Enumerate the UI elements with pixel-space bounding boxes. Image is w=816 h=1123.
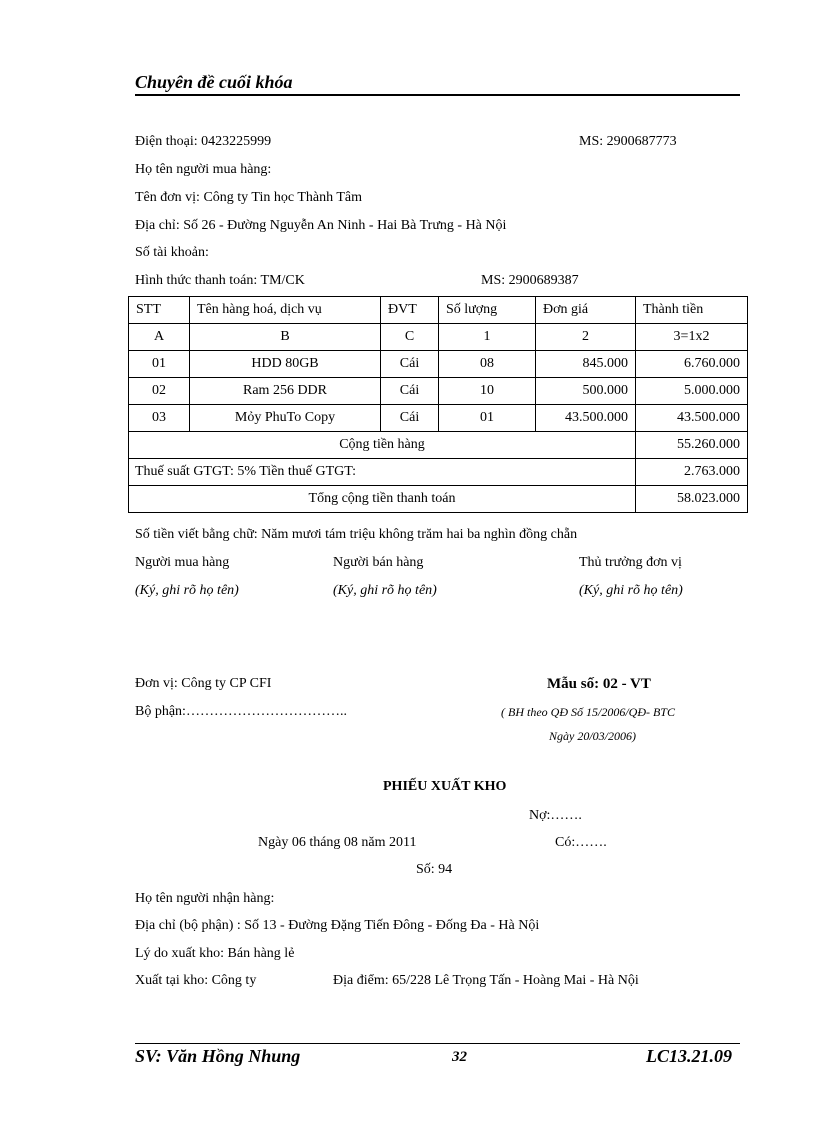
subtotal-row [129,432,748,459]
total-row [129,486,748,513]
code-cell: 2 [536,324,636,351]
table-code-row [129,324,748,351]
amount-in-words: Số tiền viết bằng chữ: Năm mươi tám triệu không trăm hai ba nghìn đồng chẵn [135,527,578,542]
slip-date: Ngày 06 tháng 08 năm 2011 [258,835,417,850]
signature-note-director: (Ký, ghi rõ họ tên) [579,583,683,598]
code-cell: 1 [439,324,536,351]
header-cell: Số lượng [439,297,536,324]
table-row [129,351,748,378]
footer-page-number: 32 [452,1049,467,1065]
row-item-name: Mỏy PhuTo Copy [190,405,381,432]
slip-form-ref-1: ( BH theo QĐ Số 15/2006/QĐ- BTC [501,705,675,719]
table-row [129,405,748,432]
slip-debit: Nợ:……. [529,808,582,823]
header-cell: Thành tiền [636,297,748,324]
phone-line: Điện thoại: 0423225999 [135,134,272,149]
account-line: Số tài khoản: [135,245,209,260]
subtotal-label: Cộng tiền hàng [129,432,636,459]
table-header-row [129,297,748,324]
slip-receiver: Họ tên người nhận hàng: [135,891,275,906]
total-label: Tổng cộng tiền thanh toán [129,486,636,513]
row-quantity: 10 [439,378,536,405]
signature-role-director: Thủ trưởng đơn vị [579,555,682,570]
row-unit-price: 500.000 [536,378,636,405]
footer-class-code: LC13.21.09 [646,1046,733,1066]
header-cell: Đơn giá [536,297,636,324]
signature-role-buyer: Người mua hàng [135,555,230,570]
buyer-name-line: Họ tên người mua hàng: [135,162,272,177]
header-rule [135,94,740,96]
row-amount: 6.760.000 [636,351,748,378]
header-cell: ĐVT [381,297,439,324]
row-unit: Cái [381,351,439,378]
slip-form-ref-2: Ngày 20/03/2006) [549,729,636,743]
subtotal-value: 55.260.000 [636,432,748,459]
row-amount: 43.500.000 [636,405,748,432]
row-quantity: 01 [439,405,536,432]
seller-tax-code: MS: 2900687773 [579,134,677,149]
slip-location: Địa điểm: 65/228 Lê Trọng Tấn - Hoàng Mai - Hà Nội [333,973,639,988]
signature-note-buyer: (Ký, ghi rõ họ tên) [135,583,239,598]
code-cell: A [129,324,190,351]
row-unit: Cái [381,378,439,405]
payment-line: Hình thức thanh toán: TM/CK [135,273,305,288]
row-unit-price: 43.500.000 [536,405,636,432]
slip-department: Bộ phận:…………………………….. [135,704,347,719]
row-unit: Cái [381,405,439,432]
slip-address: Địa chỉ (bộ phận) : Số 13 - Đường Đặng Tiến Đông - Đống Đa - Hà Nội [135,918,540,933]
slip-unit: Đơn vị: Công ty CP CFI [135,676,272,691]
row-quantity: 08 [439,351,536,378]
address-line: Địa chỉ: Số 26 - Đường Nguyễn An Ninh - Hai Bà Trưng - Hà Nội [135,218,507,233]
row-item-name: HDD 80GB [190,351,381,378]
slip-form-number: Mẫu số: 02 - VT [547,676,651,692]
invoice-table [128,296,748,513]
slip-credit: Có:……. [555,835,607,850]
row-amount: 5.000.000 [636,378,748,405]
slip-number: Số: 94 [416,862,453,877]
footer-rule [135,1043,740,1044]
row-item-name: Ram 256 DDR [190,378,381,405]
row-stt: 02 [129,378,190,405]
code-cell: 3=1x2 [636,324,748,351]
header-cell: STT [129,297,190,324]
slip-title: PHIẾU XUẤT KHO [383,779,507,794]
row-stt: 01 [129,351,190,378]
signature-note-seller: (Ký, ghi rõ họ tên) [333,583,437,598]
unit-name-line: Tên đơn vị: Công ty Tin học Thành Tâm [135,190,363,205]
vat-label: Thuế suất GTGT: 5% Tiền thuế GTGT: [129,459,636,486]
header-title: Chuyên đề cuối khóa [135,72,293,92]
total-value: 58.023.000 [636,486,748,513]
row-unit-price: 845.000 [536,351,636,378]
footer-student: SV: Văn Hồng Nhung [135,1046,301,1066]
buyer-tax-code: MS: 2900689387 [481,273,579,288]
header-cell: Tên hàng hoá, dịch vụ [190,297,381,324]
row-stt: 03 [129,405,190,432]
slip-reason: Lý do xuất kho: Bán hàng lẻ [135,946,295,961]
vat-row [129,459,748,486]
table-row [129,378,748,405]
vat-value: 2.763.000 [636,459,748,486]
code-cell: B [190,324,381,351]
slip-warehouse: Xuất tại kho: Công ty [135,973,257,988]
signature-role-seller: Người bán hàng [333,555,424,570]
code-cell: C [381,324,439,351]
